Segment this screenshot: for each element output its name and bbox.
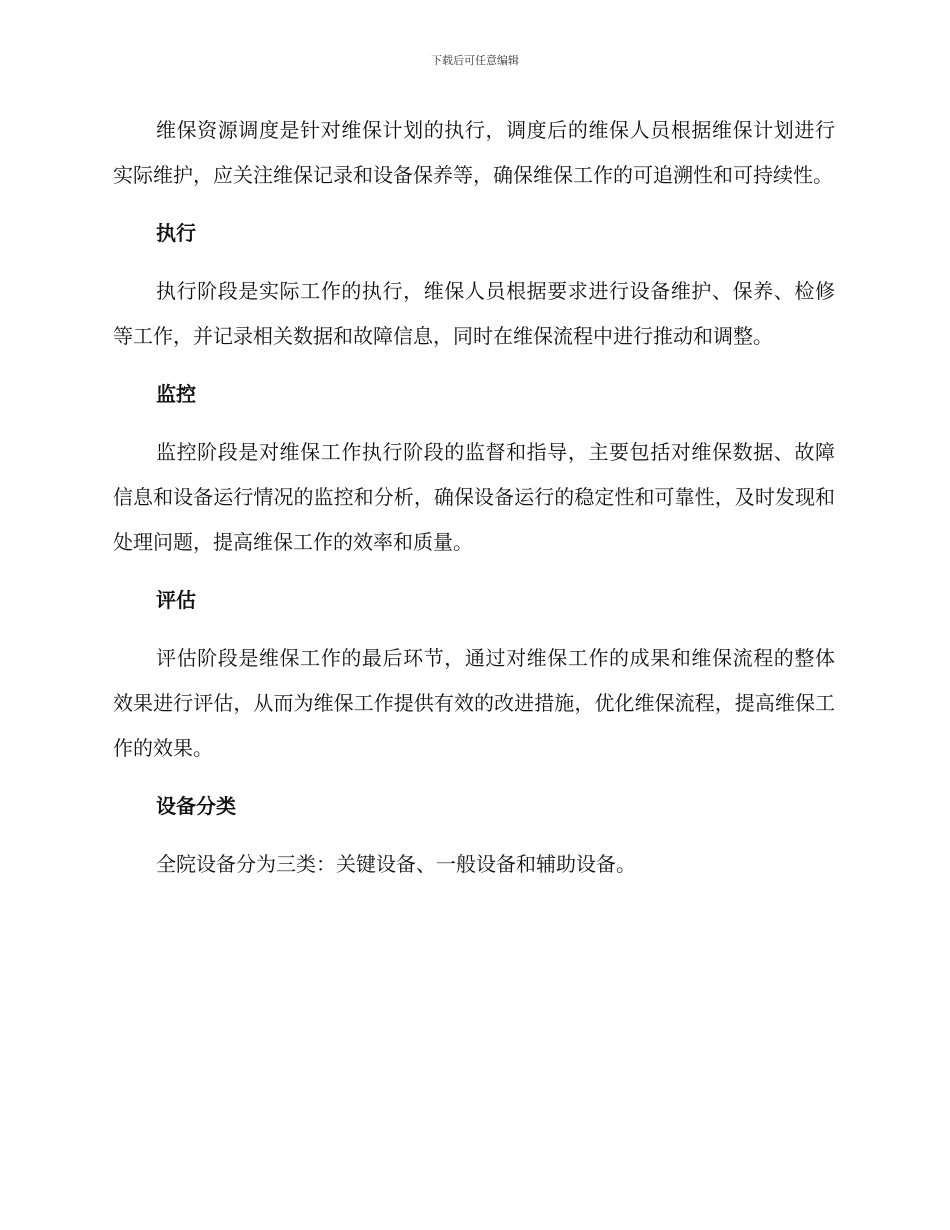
section-paragraph-equipment-classification: 全院设备分为三类：关键设备、一般设备和辅助设备。 <box>156 852 636 876</box>
section-paragraph-monitoring: 监控阶段是对维保工作执行阶段的监督和指导，主要包括对维保数据、故障信息和设备运行情况的监控和分析，确保设备运行的稳定性和可靠性，及时发现和处理问题，提高维保工作的效率和质量。 <box>113 440 835 554</box>
page-header: 下载后可任意编辑 <box>431 54 519 67</box>
section-heading-monitoring: 监控 <box>156 382 196 406</box>
section-heading-evaluation: 评估 <box>156 588 196 612</box>
section-paragraph-execution: 执行阶段是实际工作的执行，维保人员根据要求进行设备维护、保养、检修等工作，并记录相关数据和故障信息，同时在维保流程中进行推动和调整。 <box>113 279 835 348</box>
section-heading-execution: 执行 <box>156 221 196 245</box>
document-body <box>113 108 835 887</box>
section-paragraph-evaluation: 评估阶段是维保工作的最后环节，通过对维保工作的成果和维保流程的整体效果进行评估，从而为维保工作提供有效的改进措施，优化维保流程，提高维保工作的效果。 <box>113 646 835 760</box>
section-heading-equipment-classification: 设备分类 <box>156 794 236 818</box>
intro-paragraph: 维保资源调度是针对维保计划的执行，调度后的维保人员根据维保计划进行实际维护，应关注维保记录和设备保养等，确保维保工作的可追溯性和可持续性。 <box>113 118 835 187</box>
